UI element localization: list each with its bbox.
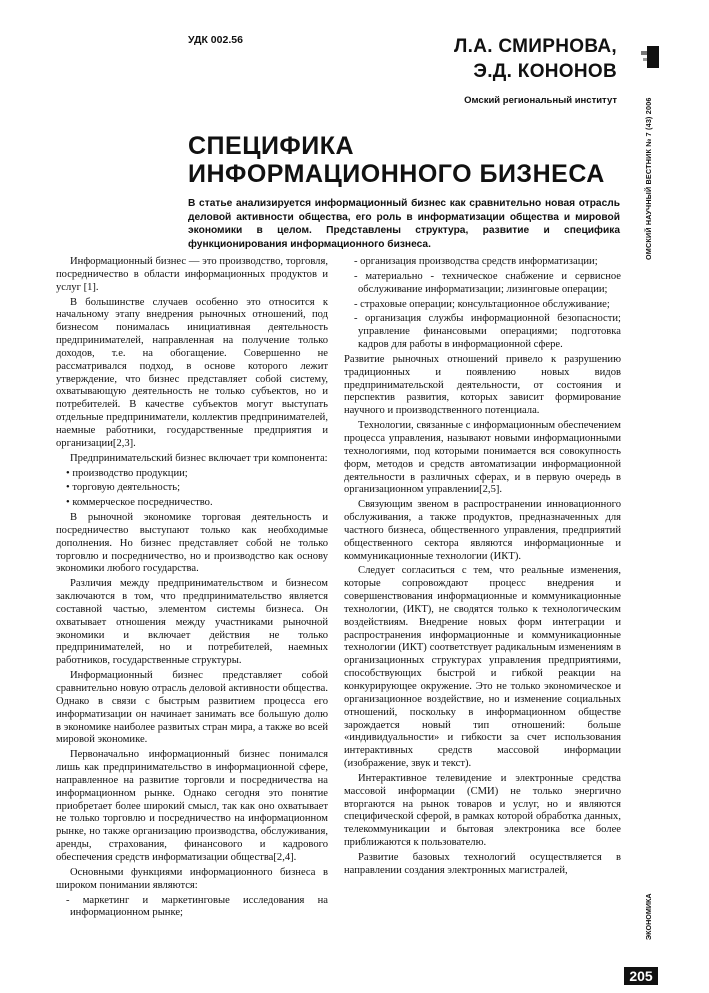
journal-label: ОМСКИЙ НАУЧНЫЙ ВЕСТНИК № 7 (43) 2006 <box>644 97 653 260</box>
paragraph: В рыночной экономике торговая деятельность и посредничество выступают только как необходимые дополнения. Но бизнес представляет собой не только торговлю и посредничество, но и производство как основу экономики любого государства. <box>56 512 328 575</box>
paragraph: Основными функциями информационного бизнеса в широком понимании являются: <box>56 866 328 891</box>
list-item: • коммерческое посредничество. <box>66 497 213 509</box>
list-item: - материально - техническое снабжение и сервисное обслуживание информатизации; лизинговые операции; <box>354 270 621 295</box>
paragraph: В большинстве случаев особенно это относится к начальному этапу внедрения рыночных отношений, под бизнесом понималась инициативная деятельность предпринимателей, направленная на получение только доходов, т.е. на обогащение. Совершенно не рассматривался подход, в основе которого лежит утверждение, что бизнес представляет собой систему, охватывающую деятельность не только субъектов, но и потребителей. В качестве субъектов могут выступать отдельные предприниматели, коллектив предпринимателей, наемные работники, государственные предприятия и организации[2,3]. <box>56 296 328 449</box>
institute: Омский региональный институт <box>464 95 617 106</box>
paragraph: Интерактивное телевидение и электронные средства массовой информации (СМИ) не только энергично вторгаются на рынок товаров и услуг, но и являются специфической сферой, в рамках которой обработка данных, телекоммуникации и бытовая электроника все более приближаются к пользователю. <box>344 772 621 849</box>
article-title <box>188 132 605 188</box>
left-column <box>56 256 328 922</box>
abstract: В статье анализируется информационный бизнес как сравнительно новая отрасль деловой активности общества, его роль в информатизации общества и мировой экономики в целом. Представлены структура, развитие и специфика функционирования информационного бизнеса. <box>188 198 620 250</box>
paragraph: Развитие рыночных отношений привело к разрушению традиционных и появлению новых видов предпринимательской деятельности, от состояния и перспектив развития, которых зависит формирование научного и производственного потенциала. <box>344 353 621 417</box>
list-item: • производство продукции; <box>66 467 188 479</box>
section-sidebar <box>634 880 653 940</box>
paragraph: Информационный бизнес — это производство, торговля, посредничество в области информационных продуктов и услуг [1]. <box>56 256 328 293</box>
journal-sidebar <box>634 40 653 260</box>
author-2: Э.Д. КОНОНОВ <box>473 61 617 82</box>
author-1: Л.А. СМИРНОВА, <box>454 36 617 57</box>
list-item: - маркетинг и маркетинговые исследования на информационном рынке; <box>66 894 328 919</box>
title-line-1: СПЕЦИФИКА <box>188 132 355 160</box>
page-number: 205 <box>624 967 658 985</box>
list-item: - организация службы информационной безопасности; управление финансовыми операциями; подготовка кадров для работы в информационной сфере. <box>354 313 621 351</box>
paragraph: Различия между предпринимательством и бизнесом заключаются в том, что предпринимательство является составной частью, элементом системы бизнеса. Он охватывает отношения между участниками рыночной экономики и включает действия не только предпринимателей, но и потребителей, наемных работников, государственные структуры. <box>56 578 328 667</box>
paragraph: Первоначально информационный бизнес понимался лишь как предпринимательство в информационной сфере, направленное на развитие торговли и посредничества на информационном рынке. Однако сегодня это понятие приобретает более широкий смысл, так как оно охватывает не только торговлю и посредничество на информационном рынке, но также организацию производства, обслуживания, аренды, страхования, финансового и кадрового обеспечения средств информатизации общества[2,4]. <box>56 749 328 863</box>
paragraph: Развитие базовых технологий осуществляется в направлении создания электронных магистралей, <box>344 851 621 876</box>
paragraph: Технологии, связанные с информационным обеспечением процесса управления, называют новыми информационными технологиями, под которыми понимается вся совокупность форм, методов и средств автоматизации информационной деятельности в различных сферах, и в первую очередь в организационном управлении[2,5]. <box>344 420 621 496</box>
list-item: - организация производства средств информатизации; <box>354 256 598 267</box>
right-column <box>344 256 621 880</box>
paragraph: Следует согласиться с тем, что реальные изменения, которые сопровождают процесс внедрения и совершенствования информационные и коммуникационные технологии, (ИКТ), не сводятся только к технологическим воздействиям. Внедрение новых форм интеграции и распространения информационные и коммуникационные технологии (ИКТ) соответствует радикальным изменениям в организационных структурах управления предприятиями, способствующих быстрой и гибкой реакции на конкурирующее окружение. Это не только экономическое и организационное воздействие, но и изменение социальных отношений, поскольку в информационном обществе зарождается новый тип отношений: больше «индивидуальности» и гибкости за счет использования интерактивных средств массовой информации (изображение, звук и текст). <box>344 565 621 770</box>
title-line-2: ИНФОРМАЦИОННОГО БИЗНЕСА <box>188 160 605 188</box>
authors <box>454 34 617 84</box>
list-item: - страховые операции; консультационное обслуживание; <box>354 298 610 310</box>
paragraph: Связующим звеном в распространении инновационного обслуживания, а также продуктов, предназначенных для частного бизнеса, общественного управления, предприятий общественного сектора являются информационные и коммуникационные технологии (ИКТ). <box>344 499 621 562</box>
udk-code: УДК 002.56 <box>188 34 243 46</box>
paragraph: Информационный бизнес представляет собой сравнительно новую отрасль деловой активности общества. Однако в связи с быстрым развитием процесса его информатизации он начинает занимать все большую долю в экономике наиболее развитых стран мира, а также во всей мировой экономике. <box>56 670 328 746</box>
paragraph: Предпринимательский бизнес включает три компонента: <box>70 452 328 464</box>
section-label: ЭКОНОМИКА <box>644 893 653 940</box>
list-item: • торговую деятельность; <box>66 482 181 494</box>
